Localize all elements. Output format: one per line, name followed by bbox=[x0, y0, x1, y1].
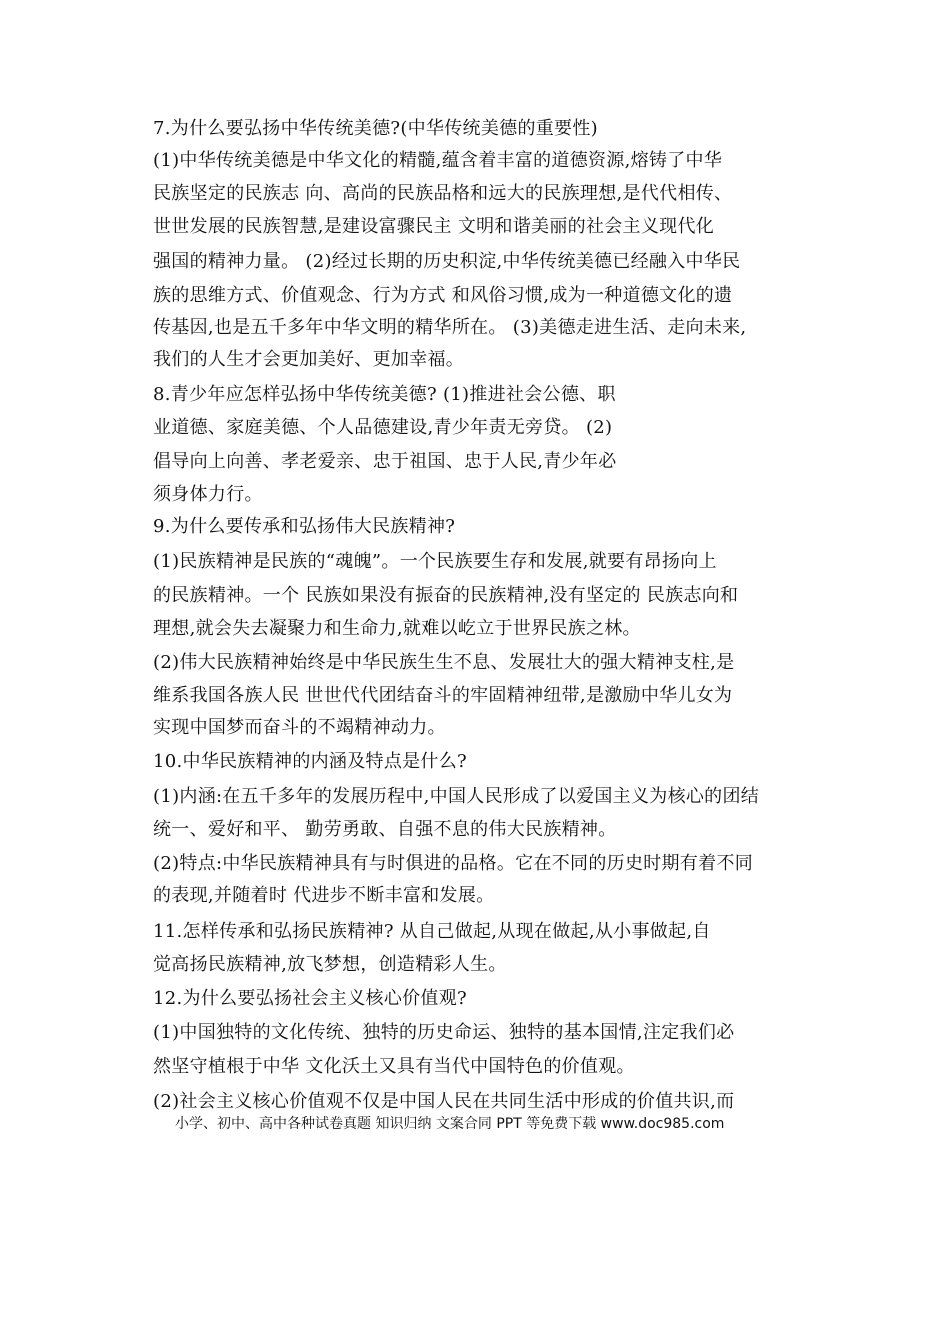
text-line: 的民族精神。一个 民族如果没有振奋的民族精神,没有坚定的 民族志向和 bbox=[153, 585, 739, 606]
text-line: 我们的人生才会更加美好、更加幸福。 bbox=[153, 349, 465, 370]
text-line: 传基因,也是五千多年中华文明的精华所在。 (3)美德走进生活、走向未来, bbox=[153, 317, 747, 338]
text-line: 业道德、家庭美德、个人品德建设,青少年责无旁贷。 (2) bbox=[153, 417, 613, 438]
text-line: 的表现,并随着时 代进步不断丰富和发展。 bbox=[153, 885, 495, 906]
footer-download-notice: 小学、初中、高中各种试卷真题 知识归纳 文案合同 PPT 等免费下载 www.doc985.com bbox=[175, 1116, 725, 1132]
text-line: 强国的精神力量。 (2)经过长期的历史积淀,中华传统美德已经融入中华民 bbox=[153, 251, 741, 272]
text-line: 族的思维方式、价值观念、行为方式 和风俗习惯,成为一种道德文化的遗 bbox=[153, 285, 733, 306]
text-line: 维系我国各族人民 世世代代团结奋斗的牢固精神纽带,是激励中华儿女为 bbox=[153, 685, 733, 706]
text-line: 然坚守植根于中华 文化沃土又具有当代中国特色的价值观。 bbox=[153, 1056, 635, 1077]
text-line: 统一、爱好和平、 勤劳勇敢、自强不息的伟大民族精神。 bbox=[153, 819, 617, 840]
text-line: 理想,就会失去凝聚力和生命力,就难以屹立于世界民族之林。 bbox=[153, 618, 641, 639]
text-line: 实现中国梦而奋斗的不竭精神动力。 bbox=[153, 717, 446, 738]
text-line: (2)特点:中华民族精神具有与时俱进的品格。它在不同的历史时期有着不同 bbox=[153, 853, 754, 874]
question-12-heading: 12.为什么要弘扬社会主义核心价值观? bbox=[153, 988, 467, 1009]
text-line: (1)中华传统美德是中华文化的精髓,蕴含着丰富的道德资源,熔铸了中华 bbox=[153, 150, 723, 171]
question-8-heading: 8.青少年应怎样弘扬中华传统美德? (1)推进社会公德、职 bbox=[153, 384, 616, 405]
text-line: (1)民族精神是民族的“魂魄”。一个民族要生存和发展,就要有昂扬向上 bbox=[153, 551, 717, 572]
question-9-heading: 9.为什么要传承和弘扬伟大民族精神? bbox=[153, 516, 456, 537]
text-line: 觉高扬民族精神,放飞梦想，创造精彩人生。 bbox=[153, 954, 507, 975]
text-line: 民族坚定的民族志 向、高尚的民族品格和远大的民族理想,是代代相传、 bbox=[153, 183, 733, 204]
text-line: (2)社会主义核心价值观不仅是中国人民在共同生活中形成的价值共识,而 bbox=[153, 1091, 735, 1112]
text-line: (1)中国独特的文化传统、独特的历史命运、独特的基本国情,注定我们必 bbox=[153, 1022, 735, 1043]
text-line: 须身体力行。 bbox=[153, 484, 263, 505]
question-10-heading: 10.中华民族精神的内涵及特点是什么? bbox=[153, 751, 467, 772]
question-11-heading: 11.怎样传承和弘扬民族精神? 从自己做起,从现在做起,从小事做起,自 bbox=[153, 921, 711, 942]
text-line: 世世发展的民族智慧,是建设富骤民主 文明和谐美丽的社会主义现代化 bbox=[153, 216, 715, 237]
question-7-heading: 7.为什么要弘扬中华传统美德?(中华传统美德的重要性) bbox=[153, 118, 598, 139]
text-line: (1)内涵:在五千多年的发展历程中,中国人民形成了以爱国主义为核心的团结 bbox=[153, 786, 760, 807]
text-line: (2)伟大民族精神始终是中华民族生生不息、发展壮大的强大精神支柱,是 bbox=[153, 652, 735, 673]
text-line: 倡导向上向善、孝老爱亲、忠于祖国、忠于人民,青少年必 bbox=[153, 451, 617, 472]
